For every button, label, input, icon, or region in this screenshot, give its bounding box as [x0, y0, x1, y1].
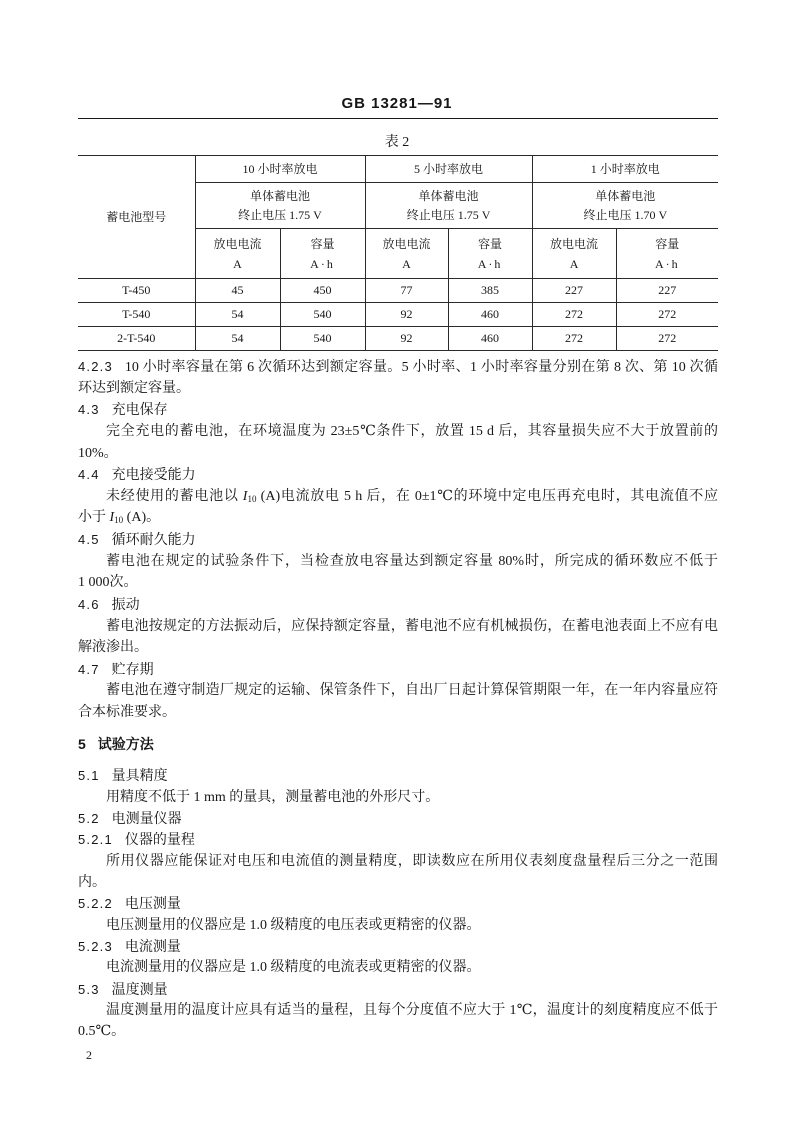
current-symbol: I: [109, 510, 115, 526]
rate-header-10h: 10 小时率放电: [195, 156, 365, 183]
current-symbol-subscript: 10: [247, 493, 257, 504]
battery-capacity-table: [78, 155, 718, 351]
clause-4-4-continuation: [78, 507, 718, 529]
capacity-label: 容量: [310, 236, 335, 251]
value-cell: 227: [532, 279, 616, 303]
clause-5-2-1-title: [78, 829, 718, 850]
clause-4-5-continuation: 1 000次。: [78, 575, 138, 591]
cell-label: 单体蓄电池: [250, 188, 311, 203]
clause-5-2-3-title: [78, 936, 718, 957]
capacity-unit: A·h: [310, 256, 335, 271]
current-symbol: I: [242, 488, 248, 504]
current-unit: A: [233, 256, 242, 271]
clause-number: 5.1: [78, 768, 100, 784]
table-header-row-rates: [78, 156, 718, 183]
table-row-t450: [78, 279, 718, 303]
current-label: 放电电流: [213, 236, 262, 251]
clause-title: 电测量仪器: [111, 811, 182, 827]
value-cell: 92: [365, 327, 448, 351]
value-cell: 272: [616, 303, 718, 327]
clause-4-6-paragraph-line: 蓄电池按规定的方法振动后，应保持额定容量，蓄电池不应有机械损伤，在蓄电池表面上不应有电: [106, 618, 718, 634]
clause-title: 温度测量: [111, 982, 168, 998]
value-cell: 77: [365, 279, 448, 303]
clause-number: 5.2.2: [78, 896, 113, 912]
page-number: 2: [86, 1048, 92, 1062]
model-cell: 2-T-540: [78, 327, 195, 351]
clause-text: 10 小时率容量在第 6 次循环达到额定容量。5 小时率、1 小时率容量分别在第 8 次、第 10 次循: [124, 360, 718, 375]
clause-5-1-title: [78, 765, 718, 786]
current-label: 放电电流: [382, 236, 431, 251]
clause-number: 5.2: [78, 810, 100, 826]
value-cell: 272: [532, 327, 616, 351]
section-title: 试验方法: [97, 737, 154, 753]
clause-4-3-continuation: 10%。: [78, 445, 118, 461]
clause-number: 5.3: [78, 981, 100, 997]
clause-4-3-title: [78, 399, 718, 421]
clause-4-6-title: [78, 594, 718, 616]
clause-5-2-title: [78, 808, 718, 829]
clause-4-7-paragraph-line: 蓄电池在遵守制造厂规定的运输、保管条件下，自出厂日起计算保管期限一年，在一年内容量应符: [106, 683, 718, 699]
section-4-clauses: [78, 356, 718, 724]
capacity-label: 容量: [655, 236, 680, 251]
rate-header-1h: 1 小时率放电: [532, 156, 718, 183]
current-symbol-subscript: 10: [114, 515, 124, 526]
clause-4-6-continuation: 解液渗出。: [78, 640, 148, 656]
capacity-header-10h: [280, 229, 365, 279]
clause-5-2-2-title: [78, 893, 718, 914]
model-cell: T-450: [78, 279, 195, 303]
document-body: [78, 356, 718, 1042]
value-cell: 227: [616, 279, 718, 303]
clause-5-1-paragraph-line: 用精度不低于 1 mm 的量具，测量蓄电池的外形尺寸。: [106, 789, 440, 805]
current-header-1h: [532, 229, 616, 279]
cutoff-voltage: 终止电压 1.75 V: [238, 207, 322, 222]
cutoff-voltage: 终止电压 1.70 V: [583, 207, 668, 222]
clause-5-2-1-continuation: 内。: [78, 874, 106, 890]
clause-number: 4.5: [78, 532, 100, 547]
section-number: 5: [78, 735, 86, 752]
clause-5-3-paragraph-line: 温度测量用的温度计应具有适当的量程，且每个分度值不应大于 1℃，温度计的刻度精度应不低于: [106, 1002, 718, 1018]
cutoff-header-10h: [195, 183, 365, 229]
value-cell: 540: [280, 327, 365, 351]
clause-number: 4.4: [78, 467, 100, 483]
clause-4-5-paragraph-line: 蓄电池在规定的试验条件下，当检查放电容量达到额定容量 80%时，所完成的循环数应不低于: [106, 553, 718, 569]
clause-4-5-title: [78, 529, 718, 551]
cell-label: 单体蓄电池: [595, 188, 656, 203]
standard-code-header: GB 13281—91: [341, 95, 453, 112]
paragraph-text: 未经使用的蓄电池以: [106, 488, 243, 504]
clause-4-2-3: [78, 356, 718, 378]
value-cell: 450: [280, 279, 365, 303]
clause-title: 量具精度: [111, 769, 168, 785]
cell-label: 单体蓄电池: [418, 188, 479, 203]
value-cell: 385: [448, 279, 532, 303]
clause-title: 振动: [111, 597, 140, 613]
cutoff-voltage: 终止电压 1.75 V: [406, 207, 491, 222]
clause-4-3-paragraph-line: 完全充电的蓄电池，在环境温度为 23±5℃条件下，放置 15 d 后，其容量损失应不大于放置前的: [106, 423, 718, 439]
clause-4-2-3-continuation: 环达到额定容量。: [78, 380, 190, 396]
current-header-5h: [365, 229, 448, 279]
clause-5-2-3-paragraph-line: 电流测量用的仪器应是 1.0 级精度的电流表或更精密的仪器。: [106, 960, 481, 976]
section-5-clauses: [78, 765, 718, 1042]
value-cell: 272: [616, 327, 718, 351]
clause-number: 5.2.1: [78, 832, 113, 848]
capacity-unit: A·h: [477, 256, 503, 271]
value-cell: 460: [448, 327, 532, 351]
clause-number: 4.3: [78, 402, 100, 418]
clause-5-2-1-paragraph-line: 所用仪器应能保证对电压和电流值的测量精度，即读数应在所用仪表刻度盘量程后三分之一范围: [106, 853, 718, 869]
row-header-battery-model: 蓄电池型号: [78, 156, 195, 279]
capacity-header-1h: [616, 229, 718, 279]
clause-title: 充电保存: [111, 403, 168, 419]
table-row-t540: [78, 303, 718, 327]
value-cell: 54: [195, 303, 280, 327]
current-header-10h: [195, 229, 280, 279]
clause-title: 充电接受能力: [111, 468, 196, 484]
clause-4-4-title: [78, 464, 718, 486]
clause-number: 4.7: [78, 661, 100, 677]
value-cell: 45: [195, 279, 280, 303]
clause-number: 4.2.3: [78, 359, 113, 374]
clause-title: 电压测量: [124, 897, 181, 913]
clause-5-2-2-paragraph-line: 电压测量用的仪器应是 1.0 级精度的电压表或更精密的仪器。: [106, 917, 481, 933]
clause-title: 循环耐久能力: [111, 533, 196, 548]
current-unit: A: [402, 256, 411, 271]
cutoff-header-1h: [532, 183, 718, 229]
clause-5-3-title: [78, 979, 718, 1000]
value-cell: 460: [448, 303, 532, 327]
clause-number: 5.2.3: [78, 938, 113, 954]
capacity-label: 容量: [478, 236, 503, 251]
value-cell: 54: [195, 327, 280, 351]
clause-title: 电流测量: [124, 939, 181, 955]
paragraph-text: 小于: [78, 510, 110, 526]
capacity-header-5h: [448, 229, 532, 279]
table-row-2t540: [78, 327, 718, 351]
paragraph-text: (A)电流放电 5 h 后，在 0±1℃的环境中定电压再充电时，其电流值不应: [256, 488, 718, 504]
paragraph-text: (A)。: [123, 510, 161, 526]
value-cell: 92: [365, 303, 448, 327]
header-rule: [78, 118, 718, 119]
value-cell: 272: [532, 303, 616, 327]
rate-header-5h: 5 小时率放电: [365, 156, 532, 183]
value-cell: 540: [280, 303, 365, 327]
current-unit: A: [569, 256, 579, 271]
cutoff-header-5h: [365, 183, 532, 229]
current-label: 放电电流: [550, 236, 599, 251]
clause-title: 贮存期: [111, 662, 154, 678]
section-5-heading: [78, 734, 718, 756]
clause-title: 仪器的量程: [124, 833, 195, 849]
clause-4-4-paragraph-line: [78, 486, 718, 508]
clause-number: 4.6: [78, 596, 100, 612]
model-cell: T-540: [78, 303, 195, 327]
clause-5-3-continuation: 0.5℃。: [78, 1024, 126, 1040]
clause-4-7-continuation: 合本标准要求。: [78, 705, 176, 720]
table-caption: 表 2: [384, 135, 410, 150]
clause-4-7-title: [78, 659, 718, 681]
capacity-unit: A·h: [654, 256, 680, 271]
